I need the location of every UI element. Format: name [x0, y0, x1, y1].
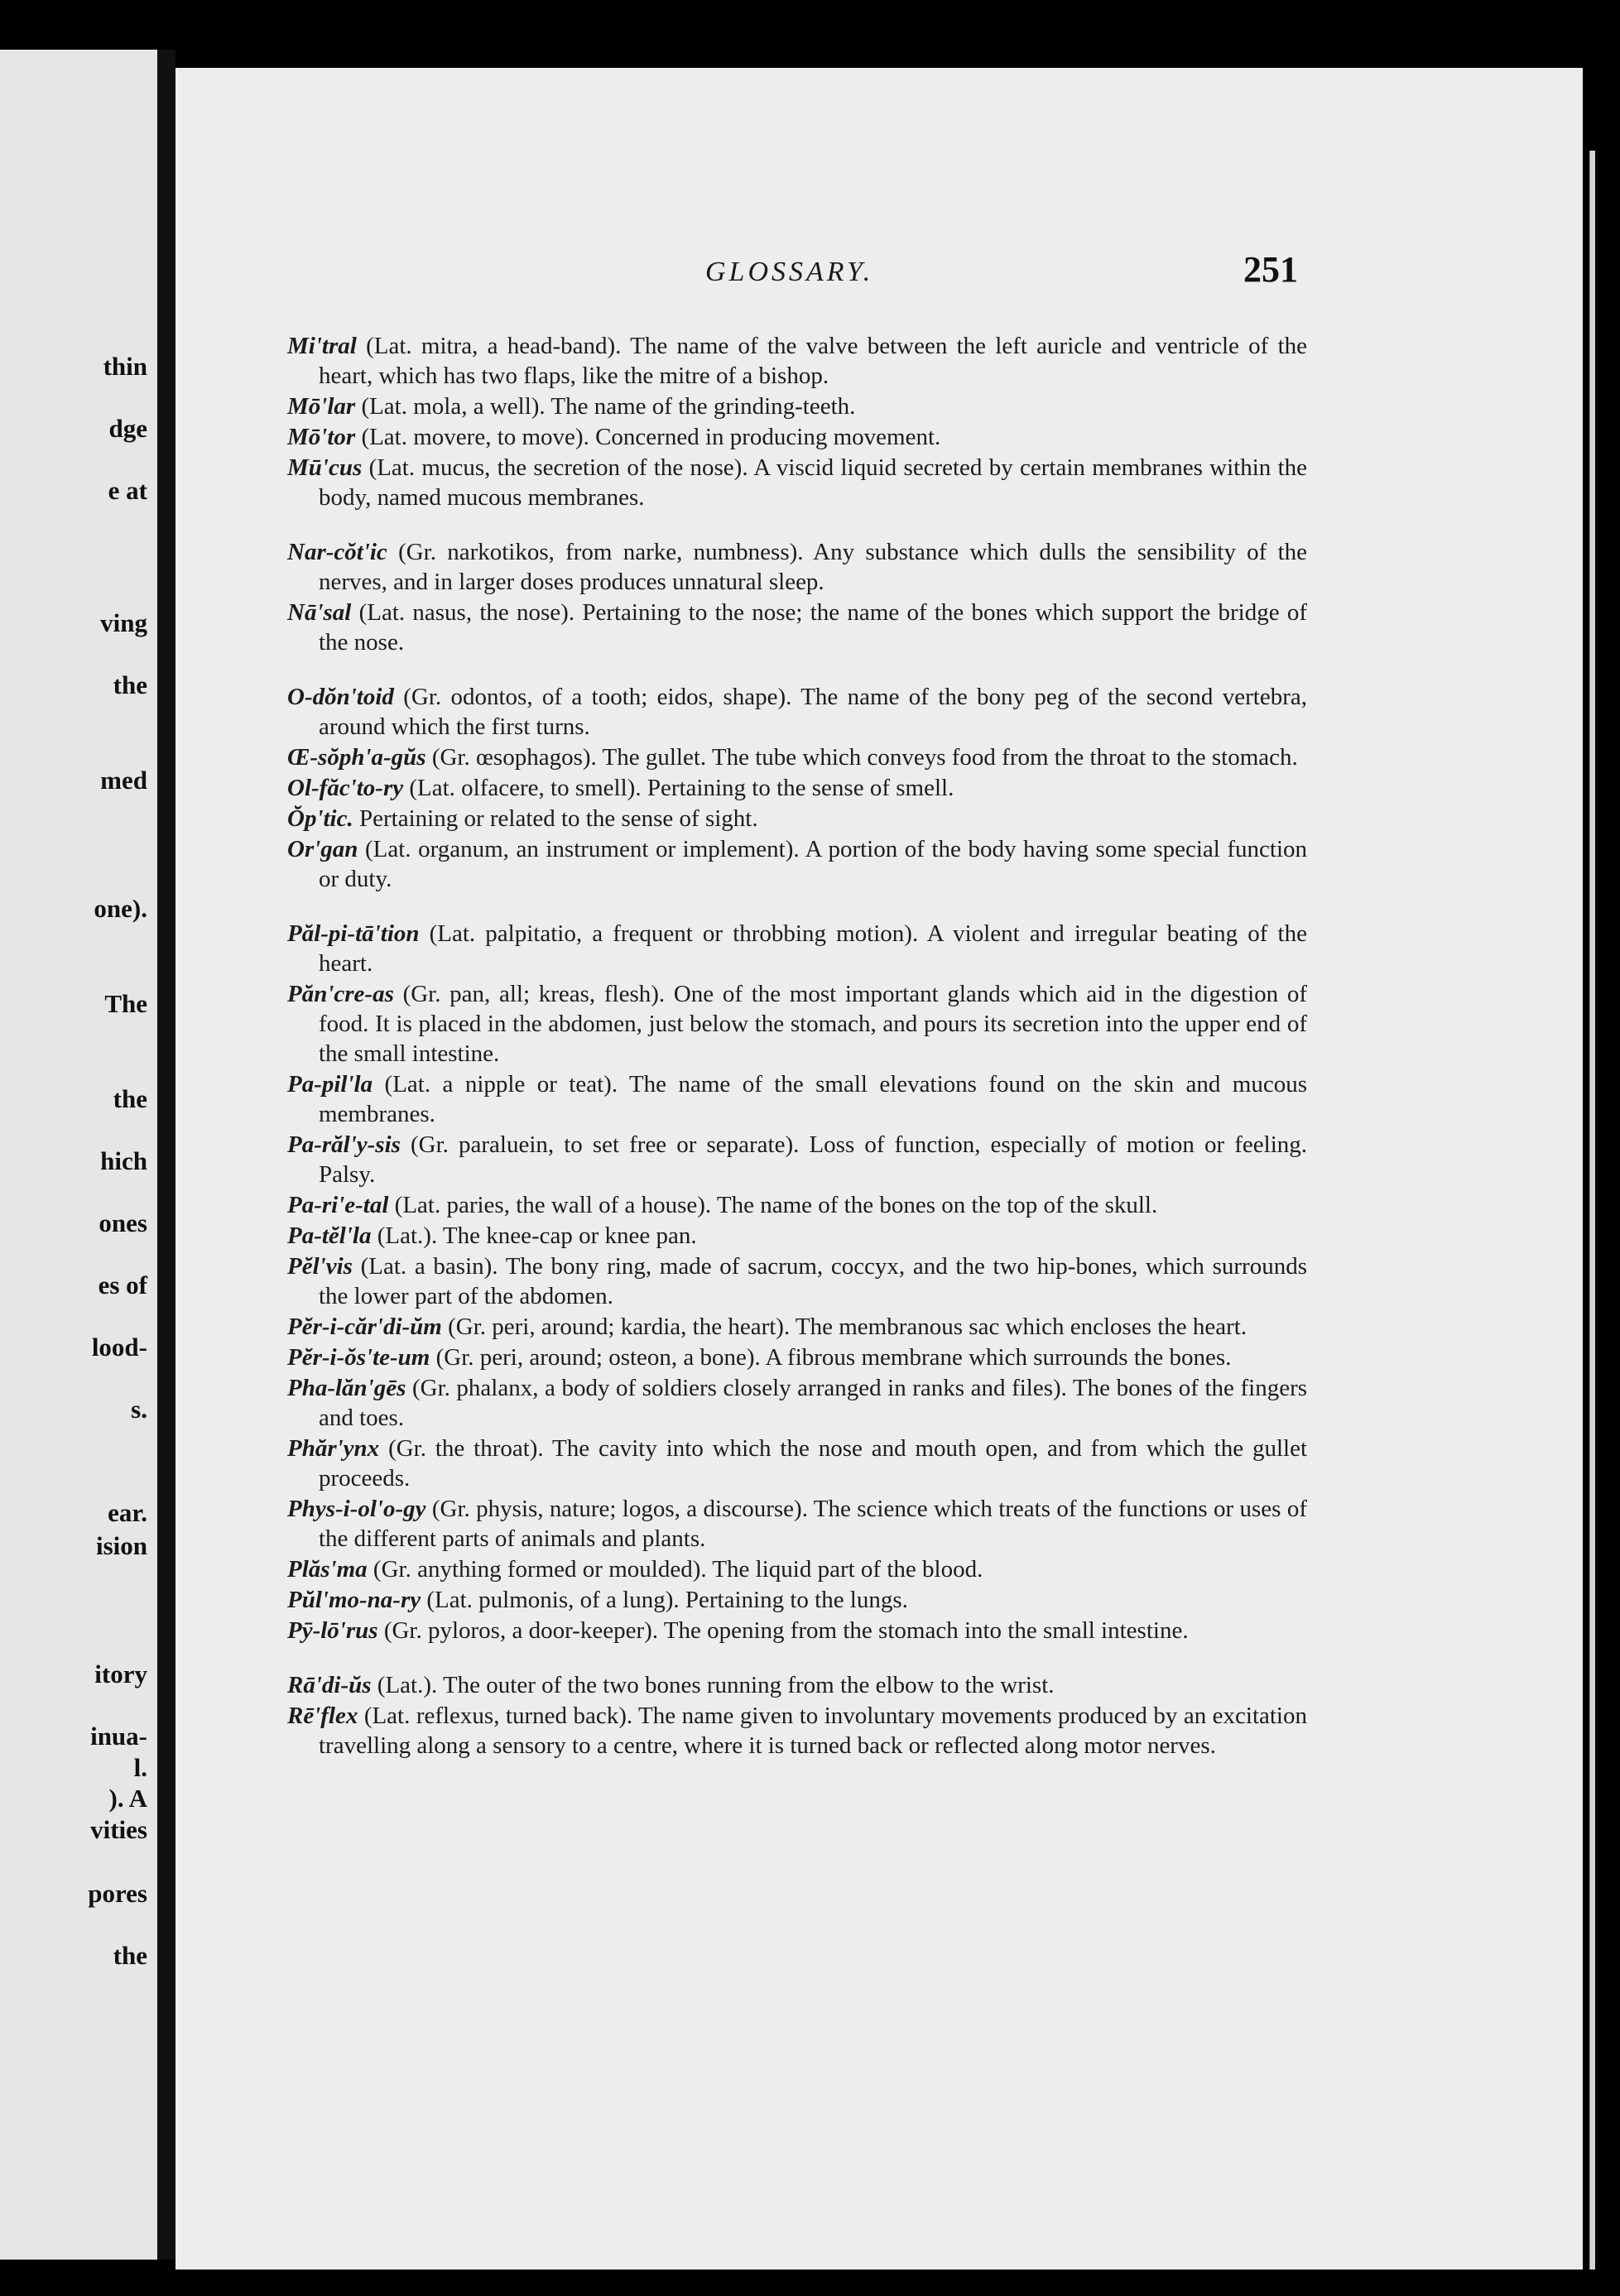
glossary-definition: (Gr. peri, around; osteon, a bone). A fibrous membrane which surrounds the bones.: [435, 1344, 1232, 1371]
glossary-term: Pa-ri'e-tal: [287, 1192, 389, 1218]
glossary-definition: (Lat. reflexus, turned back). The name given to involuntary movements produced by an excitation travelling along a sensory to a centre, where it is turned back or reflected along motor nerves.: [319, 1703, 1307, 1759]
left-page-fragment: vities: [90, 1815, 147, 1844]
glossary-entry: [287, 834, 1307, 894]
glossary-definition: (Gr. the throat). The cavity into which the nose and mouth open, and from which the gullet proceeds.: [319, 1435, 1308, 1491]
glossary-term: Pŭl'mo-na-ry: [287, 1587, 421, 1613]
left-page-fragment: s.: [131, 1395, 147, 1424]
left-page-fragment: thin: [103, 352, 147, 381]
left-page-fragment: ision: [95, 1531, 147, 1560]
glossary-term: Plăs'ma: [287, 1556, 368, 1583]
left-page-fragment: The: [104, 989, 147, 1018]
glossary-definition: Pertaining or related to the sense of sight.: [359, 805, 758, 832]
glossary-term: Păn'cre-as: [287, 981, 394, 1007]
glossary-term: Or'gan: [287, 836, 358, 862]
glossary-entry: [287, 773, 1307, 803]
glossary-definition: (Gr. peri, around; kardia, the heart). The membranous sac which encloses the heart.: [448, 1314, 1247, 1340]
glossary-definition: (Lat. mitra, a head-band). The name of the valve between the left auricle and ventricle of the heart, which has two flaps, like the mitre of a bishop.: [319, 333, 1307, 389]
glossary-definition: (Lat. mola, a well). The name of the grinding-teeth.: [361, 393, 856, 420]
glossary-entry: [287, 391, 1307, 421]
glossary-term: Nā'sal: [287, 599, 352, 626]
glossary-term: Mō'tor: [287, 424, 356, 450]
glossary-entry: [287, 1312, 1307, 1342]
glossary-term: Pha-lăn'gēs: [287, 1375, 406, 1401]
glossary-entry: [287, 1251, 1307, 1311]
left-page-fragment: ear.: [108, 1498, 147, 1527]
glossary-term: Phăr'ynx: [287, 1435, 380, 1462]
glossary-entry: [287, 742, 1307, 772]
left-page-fragment: ). A: [108, 1784, 147, 1813]
glossary-entry: [287, 919, 1307, 978]
left-page-fragment: pores: [88, 1879, 147, 1908]
glossary-definition: (Lat. organum, an instrument or implement). A portion of the body having some special function or duty.: [319, 836, 1307, 892]
left-facing-page: [0, 50, 157, 2260]
glossary-definition: (Gr. phalanx, a body of soldiers closely arranged in ranks and files). The bones of the fingers and toes.: [319, 1375, 1308, 1431]
glossary-entry: [287, 331, 1307, 391]
left-page-fragment: es of: [98, 1270, 147, 1299]
left-page-fragment: dge: [108, 414, 147, 443]
glossary-entry: [287, 422, 1307, 452]
left-page-fragment: l.: [133, 1753, 147, 1782]
glossary-definition: (Lat.). The knee-cap or knee pan.: [377, 1222, 697, 1249]
glossary-term: Ŏp'tic.: [287, 805, 353, 832]
glossary-entry: [287, 598, 1307, 657]
left-page-fragment: hich: [100, 1146, 147, 1175]
glossary-entry: [287, 1373, 1307, 1433]
glossary-list: [287, 331, 1307, 1761]
glossary-term: Mi'tral: [287, 333, 357, 359]
glossary-term: Phys-i-ol'o-gy: [287, 1496, 426, 1522]
glossary-entry: [287, 453, 1307, 512]
glossary-term: Ol-făc'to-ry: [287, 775, 404, 801]
glossary-definition: (Lat. olfacere, to smell). Pertaining to the sense of smell.: [409, 775, 954, 801]
glossary-term: Nar-cŏt'ic: [287, 539, 387, 565]
glossary-definition: (Lat. pulmonis, of a lung). Pertaining to the lungs.: [426, 1587, 908, 1613]
left-page-fragment: the: [113, 1941, 147, 1970]
glossary-entry: [287, 804, 1307, 833]
glossary-entry: [287, 1190, 1307, 1220]
glossary-entry: [287, 1616, 1307, 1645]
left-page-fragment: the: [113, 670, 147, 699]
glossary-definition: (Lat. mucus, the secretion of the nose). A viscid liquid secreted by certain membranes within the body, named mucous membranes.: [319, 454, 1307, 511]
glossary-term: Œ-sŏph'a-gŭs: [287, 744, 426, 771]
glossary-definition: (Lat. a nipple or teat). The name of the small elevations found on the skin and mucous membranes.: [319, 1071, 1308, 1127]
left-page-fragment: the: [113, 1084, 147, 1113]
glossary-definition: (Gr. paraluein, to set free or separate). Loss of function, especially of motion or feeling. Palsy.: [319, 1131, 1308, 1188]
glossary-definition: (Gr. œsophagos). The gullet. The tube which conveys food from the throat to the stomach.: [431, 744, 1298, 771]
left-page-fragment: ones: [99, 1208, 147, 1237]
glossary-definition: (Gr. pyloros, a door-keeper). The opening from the stomach into the small intestine.: [383, 1617, 1189, 1644]
glossary-term: Rā'di-ŭs: [287, 1672, 372, 1698]
glossary-definition: (Lat. nasus, the nose). Pertaining to the nose; the name of the bones which support the bridge of the nose.: [319, 599, 1307, 656]
glossary-definition: (Lat. palpitatio, a frequent or throbbing motion). A violent and irregular beating of the heart.: [319, 920, 1307, 977]
glossary-definition: (Gr. anything formed or moulded). The liquid part of the blood.: [373, 1556, 983, 1583]
glossary-entry: [287, 1343, 1307, 1372]
glossary-entry: [287, 1494, 1307, 1554]
glossary-entry: [287, 1670, 1307, 1700]
glossary-definition: (Gr. odontos, of a tooth; eidos, shape). The name of the bony peg of the second vertebra, around which the first turns.: [319, 684, 1307, 740]
left-page-fragment: ving: [100, 608, 147, 637]
glossary-page: [175, 68, 1583, 2270]
page-number: 251: [1243, 249, 1298, 290]
glossary-entry: [287, 1554, 1307, 1584]
book-gutter: [157, 50, 175, 2260]
glossary-term: O-dŏn'toid: [287, 684, 394, 710]
left-page-fragment: lood-: [91, 1333, 147, 1362]
glossary-term: Pa-răl'y-sis: [287, 1131, 401, 1158]
glossary-term: Pa-tĕl'la: [287, 1222, 372, 1249]
left-page-fragment: itory: [94, 1660, 147, 1688]
glossary-term: Mū'cus: [287, 454, 363, 481]
glossary-entry: [287, 1434, 1307, 1493]
glossary-term: Păl-pi-tā'tion: [287, 920, 420, 947]
glossary-term: Pa-pil'la: [287, 1071, 373, 1098]
glossary-entry: [287, 1069, 1307, 1129]
glossary-term: Pĕr-i-căr'di-ŭm: [287, 1314, 442, 1340]
glossary-definition: (Gr. physis, nature; logos, a discourse). The science which treats of the functions or uses of the different parts of animals and plants.: [319, 1496, 1307, 1552]
left-page-fragment: e at: [108, 476, 147, 505]
glossary-definition: (Lat. a basin). The bony ring, made of sacrum, coccyx, and the two hip-bones, which surrounds the lower part of the abdomen.: [319, 1253, 1307, 1309]
glossary-entry: [287, 1585, 1307, 1615]
glossary-definition: (Gr. pan, all; kreas, flesh). One of the most important glands which aid in the digestion of food. It is placed in the abdomen, just below the stomach, and pours its secretion into the upper end of the small intestine.: [319, 981, 1307, 1067]
glossary-definition: (Lat.). The outer of the two bones running from the elbow to the wrist.: [377, 1672, 1055, 1698]
glossary-definition: (Lat. paries, the wall of a house). The name of the bones on the top of the skull.: [394, 1192, 1158, 1218]
left-page-fragment: med: [100, 766, 147, 795]
glossary-definition: (Lat. movere, to move). Concerned in producing movement.: [361, 424, 941, 450]
left-page-fragment: inua-: [90, 1722, 147, 1751]
running-head: GLOSSARY.: [705, 257, 874, 287]
glossary-entry: [287, 1221, 1307, 1251]
glossary-term: Mō'lar: [287, 393, 356, 420]
glossary-entry: [287, 1701, 1307, 1760]
glossary-definition: (Gr. narkotikos, from narke, numbness). Any substance which dulls the sensibility of the nerves, and in larger doses produces unnatural sleep.: [319, 539, 1308, 595]
glossary-term: Pȳ-lō'rus: [287, 1617, 378, 1644]
left-page-fragment: one).: [94, 894, 147, 923]
glossary-entry: [287, 537, 1307, 597]
glossary-entry: [287, 979, 1307, 1069]
glossary-term: Pĕr-i-ŏs'te-um: [287, 1344, 430, 1371]
glossary-entry: [287, 1130, 1307, 1189]
glossary-term: Rē'flex: [287, 1703, 358, 1729]
glossary-term: Pĕl'vis: [287, 1253, 353, 1280]
page-edge: [1589, 151, 1595, 2270]
glossary-entry: [287, 682, 1307, 742]
